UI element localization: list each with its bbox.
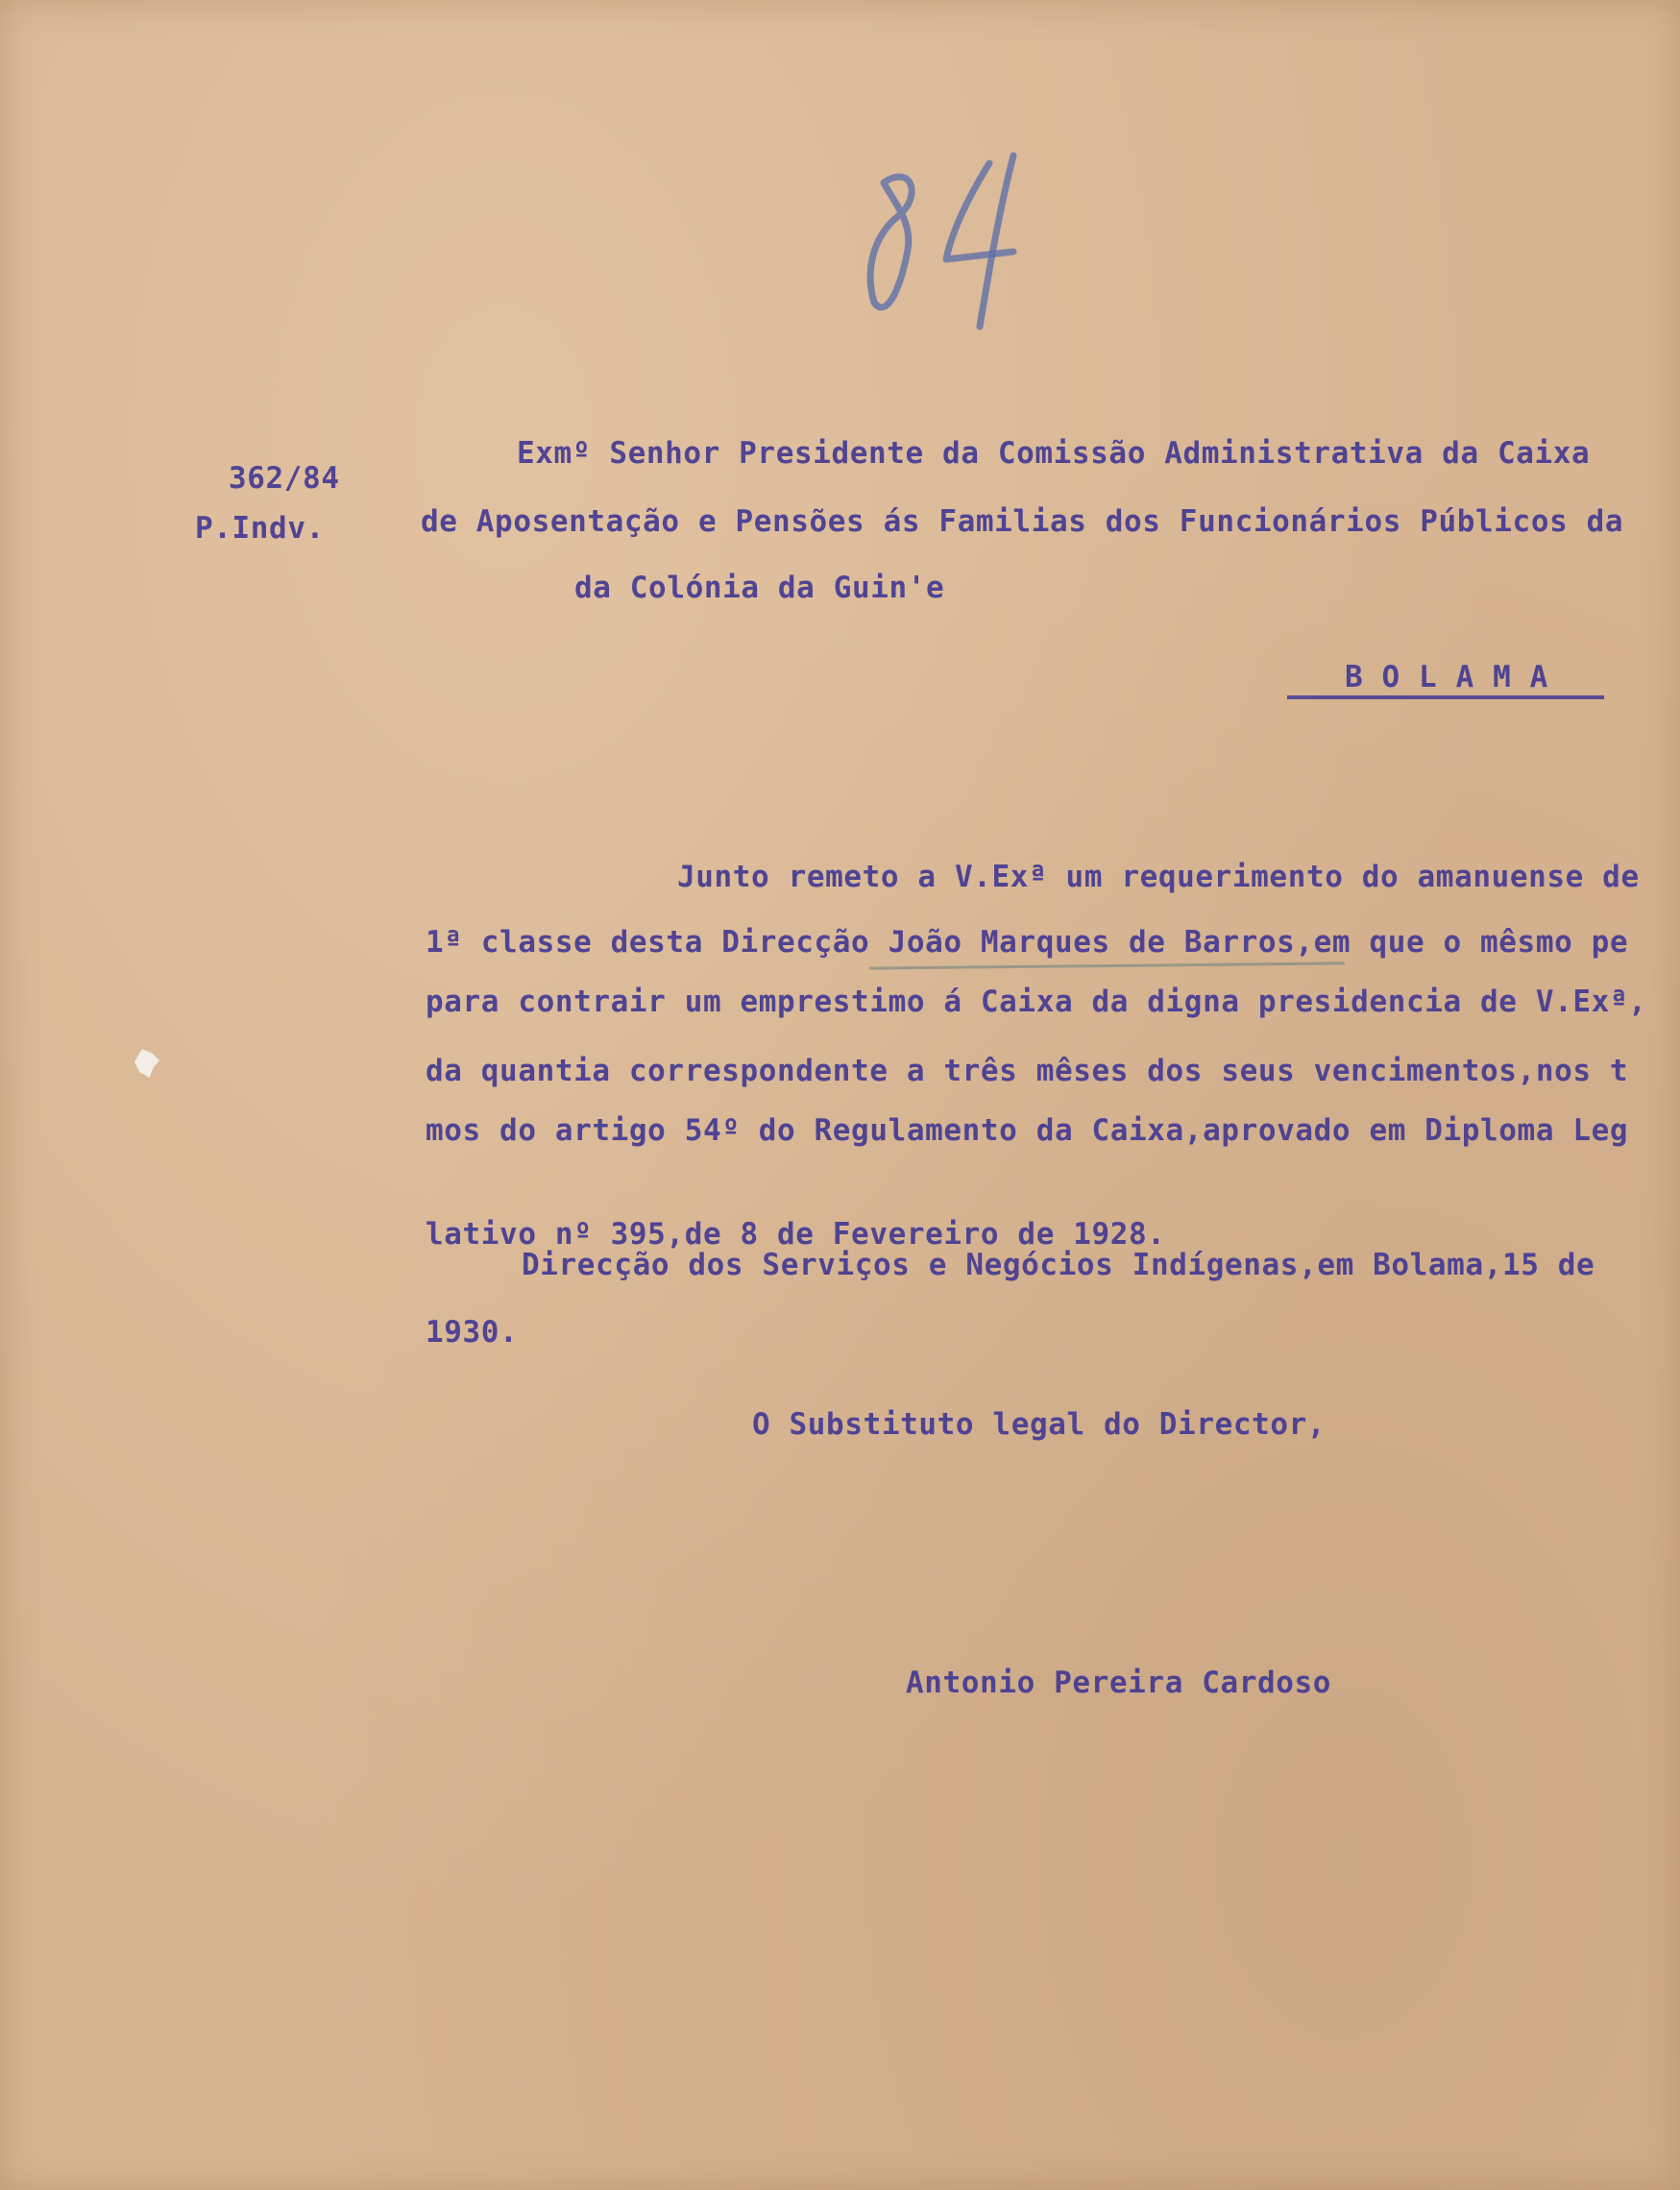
body-line-3: para contrair um emprestimo á Caixa da digna presidencia de V.Exª,	[426, 985, 1647, 1019]
address-city: B O L A M A	[1345, 660, 1548, 694]
folio-number-handwritten	[845, 144, 1066, 346]
closing-year: 1930.	[426, 1315, 519, 1350]
body-line-5: mos do artigo 54º do Regulamento da Caixa,aprovado em Diploma Leg	[426, 1113, 1629, 1148]
address-line-2: de Aposentação e Pensões ás Familias dos Funcionários Públicos da	[421, 504, 1624, 539]
signatory-name: Antonio Pereira Cardoso	[906, 1666, 1332, 1700]
name-underline	[869, 961, 1345, 969]
signatory-title: O Substituto legal do Director,	[752, 1407, 1327, 1442]
body-line-4: da quantia correspondente a três mêses dos seus vencimentos,nos t	[426, 1054, 1629, 1088]
address-line-1: Exmº Senhor Presidente da Comissão Administrativa da Caixa	[517, 436, 1591, 471]
body-line-1: Junto remeto a V.Exª um requerimento do amanuense de	[677, 860, 1640, 894]
city-underline	[1287, 695, 1604, 699]
body-line-2: 1ª classe desta Direcção João Marques de Barros,em que o mêsmo pe	[426, 925, 1629, 960]
reference-classification: P.Indv.	[195, 511, 325, 546]
address-line-3: da Colónia da Guin'e	[574, 571, 945, 605]
punch-hole	[134, 1049, 159, 1078]
reference-number: 362/84	[229, 461, 340, 496]
closing-place-date: Direcção dos Serviços e Negócios Indígenas,em Bolama,15 de	[522, 1248, 1595, 1282]
body-line-6: lativo nº 395,de 8 de Fevereiro de 1928.	[426, 1217, 1166, 1252]
